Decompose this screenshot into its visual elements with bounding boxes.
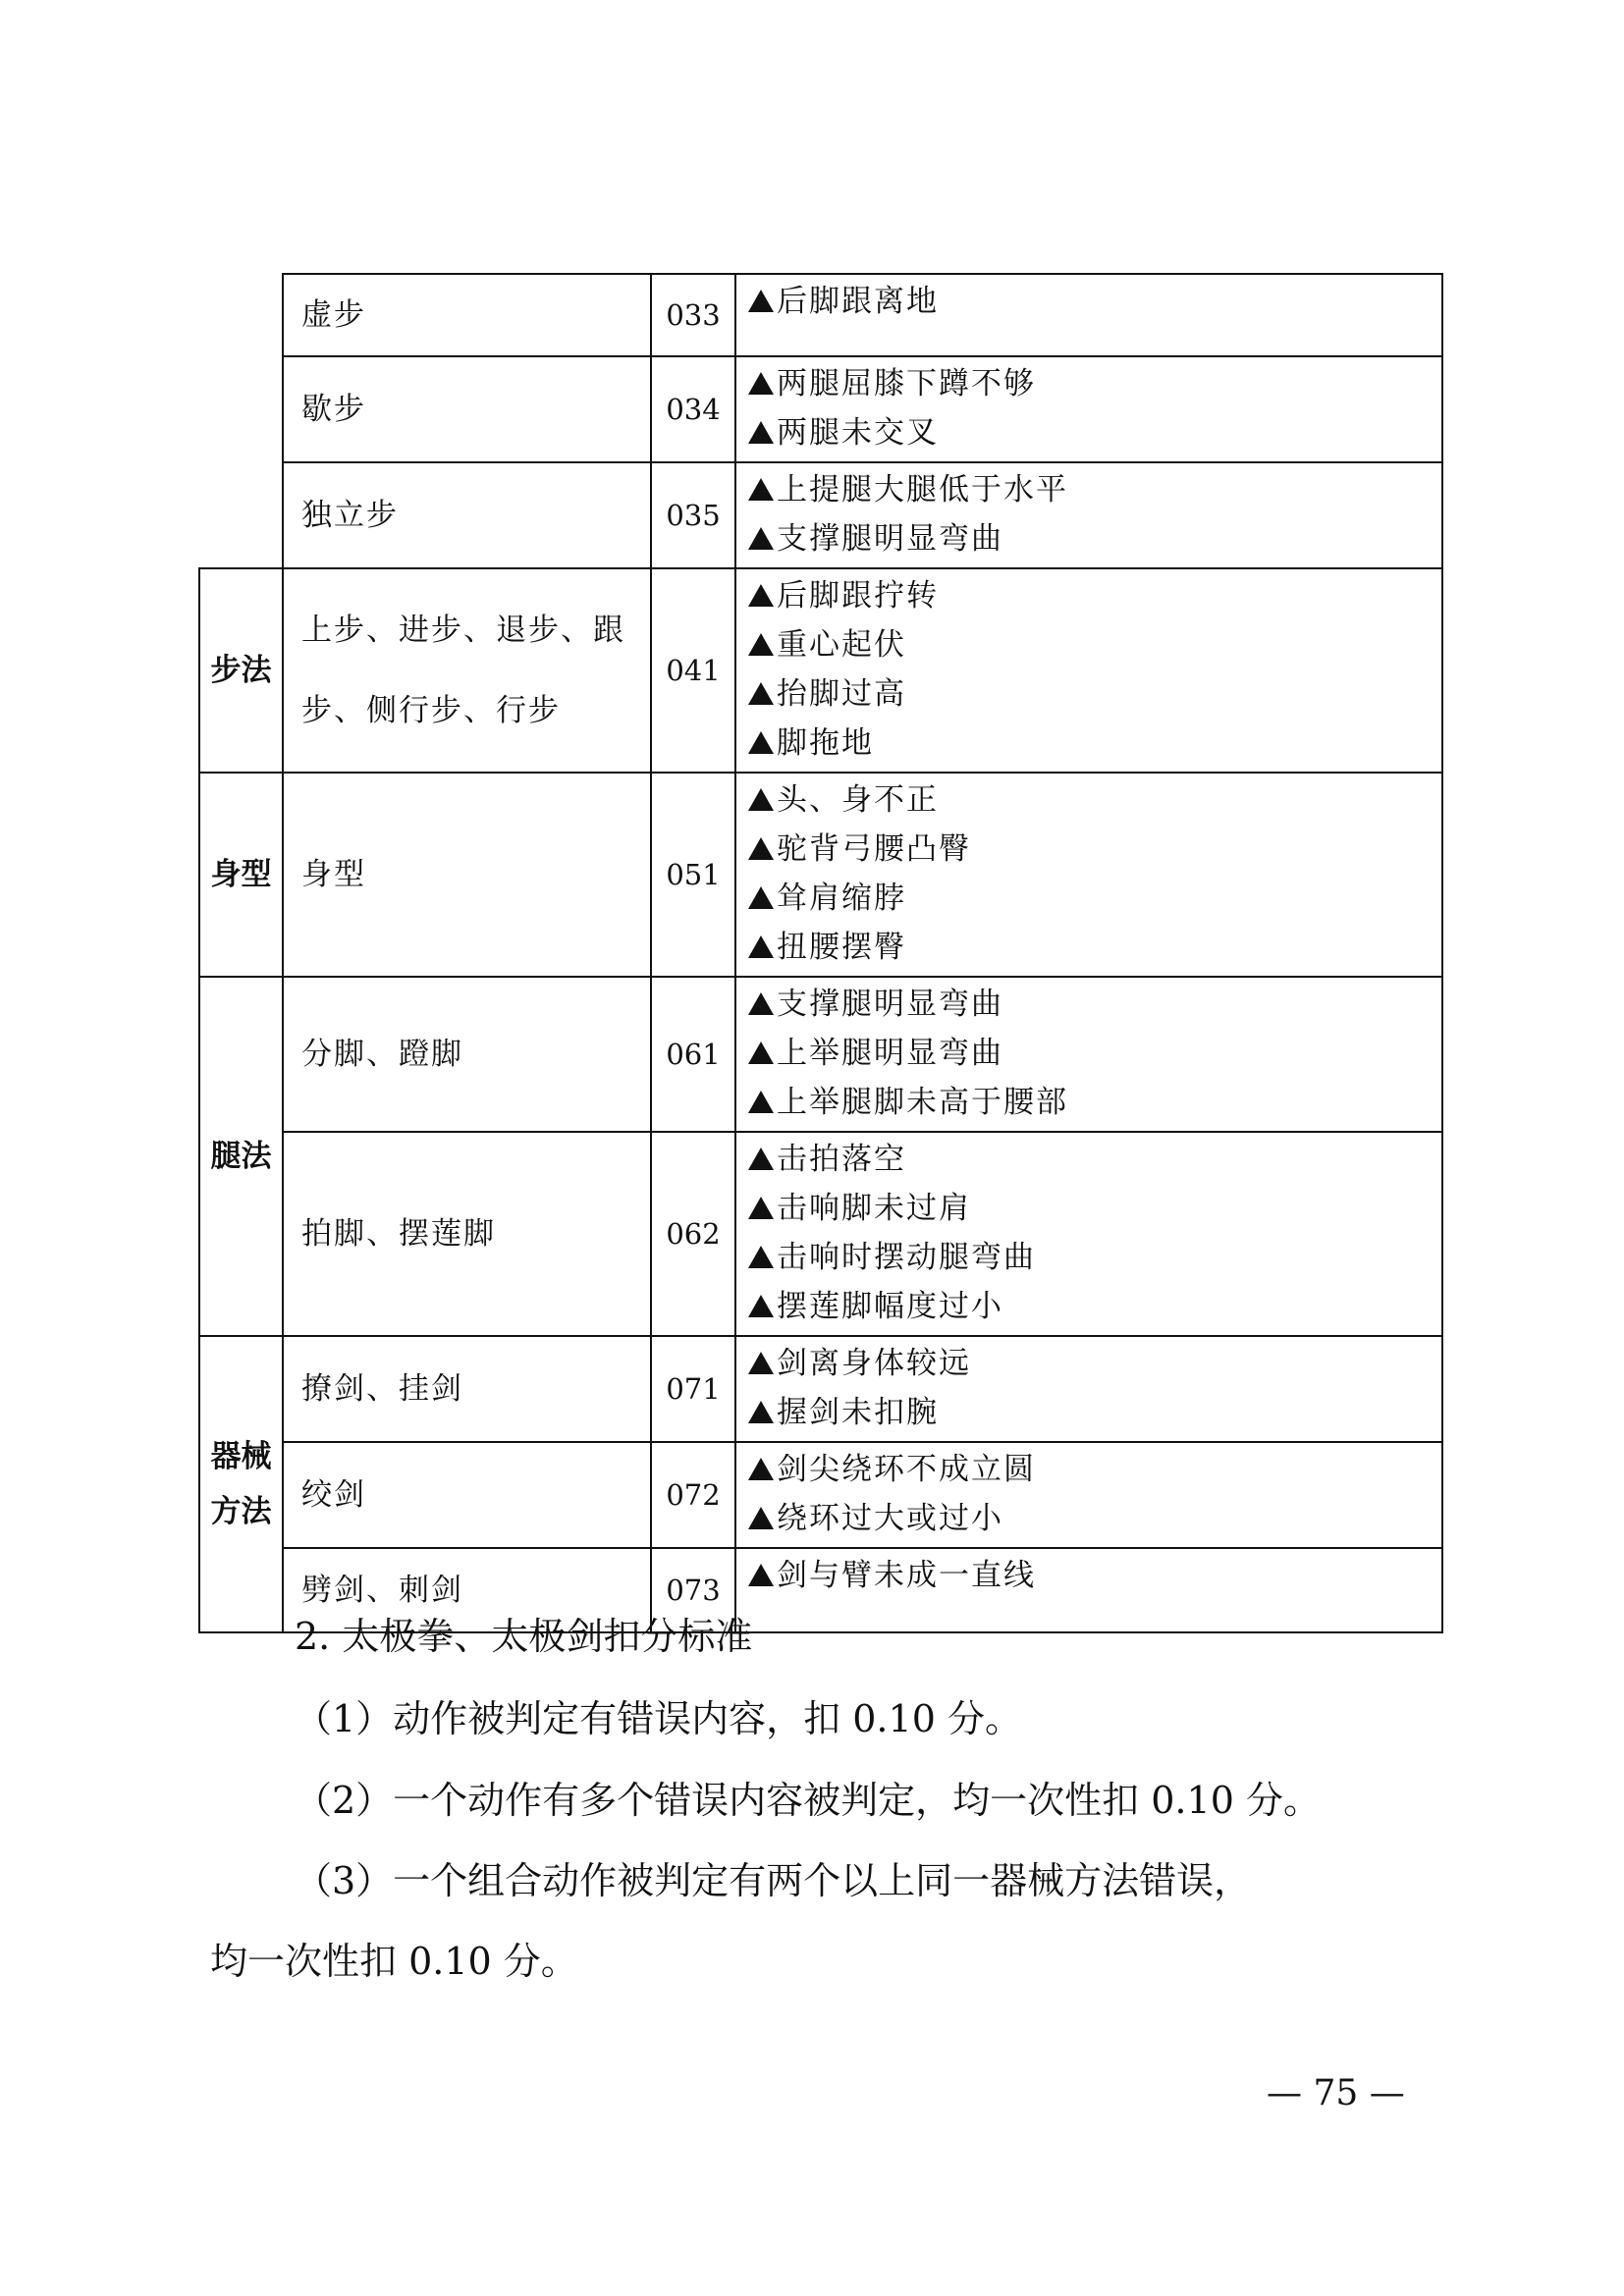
triangle-bullet-icon	[748, 633, 774, 656]
table-row	[199, 568, 1442, 773]
error-item: 耸肩缩脖	[748, 874, 1441, 923]
error-list	[735, 356, 1442, 462]
triangle-bullet-icon	[748, 1352, 774, 1374]
error-list	[735, 1336, 1442, 1442]
code-cell: 041	[651, 568, 735, 773]
category-cell: 身型	[199, 773, 283, 977]
table-row	[199, 1132, 1442, 1336]
triangle-bullet-icon	[748, 372, 774, 395]
page-number: — 75 —	[1267, 2073, 1405, 2113]
triangle-bullet-icon	[748, 1295, 774, 1317]
rule-item-3-line-2: 均一次性扣 0.10 分。	[210, 1940, 578, 1983]
error-item: 击拍落空	[748, 1135, 1441, 1184]
triangle-bullet-icon	[748, 1197, 774, 1219]
table-row	[199, 274, 1442, 356]
triangle-bullet-icon	[748, 992, 774, 1015]
table-row	[199, 462, 1442, 568]
triangle-bullet-icon	[748, 478, 774, 501]
error-item: 剑与臂未成一直线	[748, 1551, 1441, 1600]
error-item: 剑尖绕环不成立圆	[748, 1445, 1441, 1494]
error-item: 支撑腿明显弯曲	[748, 980, 1441, 1029]
triangle-bullet-icon	[748, 935, 774, 958]
triangle-bullet-icon	[748, 1041, 774, 1064]
rule-item-3-line-1: （3）一个组合动作被判定有两个以上同一器械方法错误，	[295, 1859, 1252, 1902]
technique-name: 独立步	[283, 462, 651, 568]
technique-name: 拍脚、摆莲脚	[283, 1132, 651, 1336]
error-item: 驼背弓腰凸臀	[748, 825, 1441, 874]
triangle-bullet-icon	[748, 1091, 774, 1113]
code-cell: 072	[651, 1442, 735, 1548]
triangle-bullet-icon	[748, 1458, 774, 1480]
table-row	[199, 773, 1442, 977]
error-item: 握剑未扣腕	[748, 1388, 1441, 1437]
technique-name: 歇步	[283, 356, 651, 462]
technique-name: 撩剑、挂剑	[283, 1336, 651, 1442]
category-cell	[199, 274, 283, 568]
table-row	[199, 1442, 1442, 1548]
code-cell: 035	[651, 462, 735, 568]
technique-name: 劈剑、刺剑	[283, 1548, 651, 1632]
triangle-bullet-icon	[748, 682, 774, 705]
error-item: 支撑腿明显弯曲	[748, 514, 1441, 563]
category-cell: 器械方法	[199, 1336, 283, 1632]
error-item: 扭腰摆臀	[748, 923, 1441, 972]
triangle-bullet-icon	[748, 1401, 774, 1423]
triangle-bullet-icon	[748, 527, 774, 550]
error-item: 脚拖地	[748, 719, 1441, 768]
error-list	[735, 1132, 1442, 1336]
deduction-table	[198, 273, 1443, 1633]
triangle-bullet-icon	[748, 731, 774, 754]
error-list	[735, 773, 1442, 977]
code-cell: 034	[651, 356, 735, 462]
error-list	[735, 1442, 1442, 1548]
triangle-bullet-icon	[748, 886, 774, 909]
code-cell: 033	[651, 274, 735, 356]
error-item: 绕环过大或过小	[748, 1494, 1441, 1543]
error-list	[735, 462, 1442, 568]
technique-name: 虚步	[283, 274, 651, 356]
triangle-bullet-icon	[748, 1148, 774, 1170]
error-item: 剑离身体较远	[748, 1339, 1441, 1388]
error-item: 后脚跟拧转	[748, 571, 1441, 620]
error-item: 摆莲脚幅度过小	[748, 1282, 1441, 1331]
error-item: 重心起伏	[748, 620, 1441, 669]
error-item: 后脚跟离地	[748, 277, 1441, 326]
error-list	[735, 274, 1442, 356]
triangle-bullet-icon	[748, 584, 774, 607]
category-cell: 步法	[199, 568, 283, 773]
triangle-bullet-icon	[748, 290, 774, 312]
triangle-bullet-icon	[748, 1246, 774, 1268]
technique-name: 分脚、蹬脚	[283, 977, 651, 1132]
rule-item-2: （2）一个动作有多个错误内容被判定，均一次性扣 0.10 分。	[295, 1779, 1321, 1822]
error-item: 抬脚过高	[748, 669, 1441, 719]
error-list	[735, 568, 1442, 773]
code-cell: 071	[651, 1336, 735, 1442]
triangle-bullet-icon	[748, 788, 774, 811]
code-cell: 051	[651, 773, 735, 977]
triangle-bullet-icon	[748, 1564, 774, 1586]
code-cell: 073	[651, 1548, 735, 1632]
code-cell: 062	[651, 1132, 735, 1336]
table-row	[199, 977, 1442, 1132]
table-row	[199, 356, 1442, 462]
category-cell: 腿法	[199, 977, 283, 1336]
error-item: 头、身不正	[748, 775, 1441, 825]
error-item: 两腿未交叉	[748, 408, 1441, 457]
error-list	[735, 977, 1442, 1132]
technique-name: 上步、进步、退步、跟步、侧行步、行步	[283, 568, 651, 773]
rule-item-1: （1）动作被判定有错误内容，扣 0.10 分。	[295, 1697, 1022, 1740]
code-cell: 061	[651, 977, 735, 1132]
error-item: 上提腿大腿低于水平	[748, 465, 1441, 514]
error-item: 击响时摆动腿弯曲	[748, 1233, 1441, 1282]
error-item: 上举腿脚未高于腰部	[748, 1078, 1441, 1127]
error-item: 两腿屈膝下蹲不够	[748, 359, 1441, 408]
technique-name: 身型	[283, 773, 651, 977]
triangle-bullet-icon	[748, 837, 774, 860]
table-row	[199, 1336, 1442, 1442]
section-heading: 2. 太极拳、太极剑扣分标准	[295, 1615, 753, 1658]
technique-name: 绞剑	[283, 1442, 651, 1548]
triangle-bullet-icon	[748, 421, 774, 444]
error-item: 上举腿明显弯曲	[748, 1029, 1441, 1078]
error-item: 击响脚未过肩	[748, 1184, 1441, 1233]
triangle-bullet-icon	[748, 1507, 774, 1529]
